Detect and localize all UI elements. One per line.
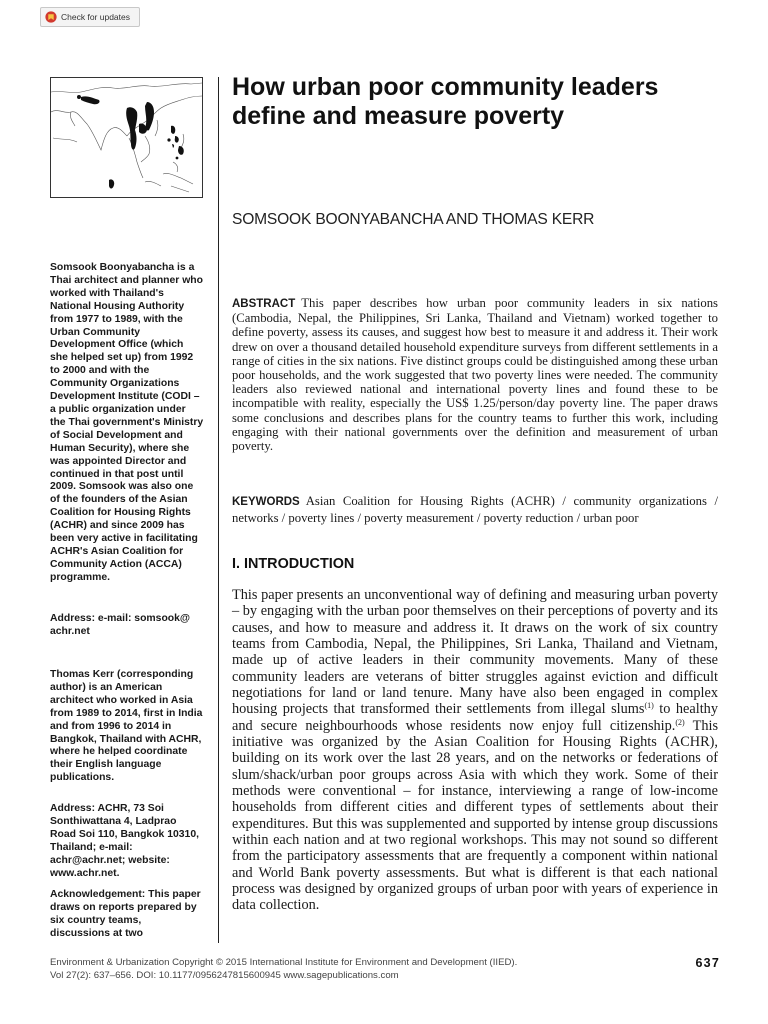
- acknowledgement: [50, 889, 204, 941]
- abstract-text: This paper describes how urban poor community leaders in six nations (Cambodia, Nepal, the Philippines, Sri Lanka, Thailand and Vietnam) worked together to define poverty, assess its causes, and suggest how best to measure it and address it. Their work drew on over a thousand detailed household expenditure surveys from different settlements in a range of cities in the six nations. Five distinct groups could be distinguished among these urban poor households, and the work suggested that two poverty lines were needed. The community leaders also reviewed national and international poverty lines and found these to be incompatible with reality, especially the US$ 1.25/person/day poverty line. The paper draws some conclusions and describes plans for the country teams to further this work, including engaging with their national governments over the definition and measurement of urban poverty.: [232, 296, 718, 454]
- intro-text-part1: This paper presents an unconventional way of defining and measuring urban poverty – by engaging with the urban poor themselves on their perceptions of poverty and its causes, and how to measure and address it. It draws on the work of six country teams from Cambodia, Nepal, the Philippines, Sri Lanka, Thailand and Vietnam, made up of active leaders in their community movements. Many of these community leaders are veterans of bitter struggles against eviction and difficult negotiations for land or land tenure. Many have also been engaged in complex housing projects that transformed their settlements from illegal slums: [232, 587, 718, 718]
- footnote-ref-1[interactable]: (1): [644, 701, 654, 711]
- crossmark-icon: [45, 11, 57, 23]
- intro-text-part2: to healthy and secure neighbourhoods whose residents now enjoy full citizenship.: [232, 701, 718, 734]
- introduction-paragraph: [232, 587, 718, 914]
- bio-text: Thomas Kerr (corresponding author) is an American architect who worked in Asia from 1989 to 2014, first in India and from 1996 to 2014 in Bangkok, Thailand with ACHR, where he helped coordinate their English language publications.: [50, 669, 203, 784]
- check-for-updates-button[interactable]: [40, 7, 140, 27]
- journal-citation: Vol 27(2): 637–656. DOI: 10.1177/0956247815600945 www.sagepublications.com: [50, 969, 399, 981]
- author-address-kerr: [50, 803, 204, 880]
- paper-authors: SOMSOOK BOONYABANCHA AND THOMAS KERR: [232, 211, 595, 228]
- address-text: Address: ACHR, 73 Soi Sonthiwattana 4, Ladprao Road Soi 110, Bangkok 10310, Thailand; e-mail: achr@achr.net; website: www.achr.net.: [50, 803, 199, 879]
- column-divider: [218, 77, 219, 943]
- footnote-ref-2[interactable]: (2): [675, 717, 685, 727]
- keywords-text: Asian Coalition for Housing Rights (ACHR) / community organizations / networks / poverty lines / poverty measurement / poverty reduction / urban poor: [232, 494, 718, 525]
- address-text: Address: e-mail: somsook@ achr.net: [50, 613, 191, 637]
- page-number: 637: [695, 956, 720, 970]
- intro-text-part3: This initiative was organized by the Asian Coalition for Housing Rights (ACHR), building on its work over the last 28 years, and on the networks or federations of slum/shack/urban poor groups across Asia with which they work. Some of their methods were conventional – for instance, interviewing a range of low-income households from different cities and different types of settlements about their expenditures. But this was supplemented and supported by intense group discussions within each nation and at two regional workshops. This may not sound so different from the participatory assessments that are frequently a component within national and World Bank poverty assessments. But what is different is that each national process was designed by organized groups of urban poor with years of experience in data collection.: [232, 717, 719, 914]
- keywords-label: KEYWORDS: [232, 496, 300, 508]
- check-for-updates-label: Check for updates: [61, 12, 130, 22]
- abstract: [232, 296, 718, 453]
- journal-copyright: Environment & Urbanization Copyright © 2015 International Institute for Environment and Development (IIED).: [50, 957, 518, 968]
- author-address-boonyabancha: [50, 613, 204, 639]
- bio-text: Somsook Boonyabancha is a Thai architect and planner who worked with Thailand's National Housing Authority from 1977 to 1989, with the Urban Community Development Office (which she helped set up) from 1992 to 2000 and with the Community Organizations Development Institute (CODI – a public organization under the Thai government's Ministry of Social Development and Human Security), where she was appointed Director and continued in that post until 2009. Somsook was also one of the founders of the Asian Coalition for Housing Rights (ACHR) and since 2009 has been very active in facilitating ACHR's Asian Coalition for Community Action (ACCA) programme.: [50, 262, 204, 583]
- author-bio-kerr: [50, 669, 204, 785]
- section-heading-introduction: I. INTRODUCTION: [232, 556, 355, 572]
- author-bio-boonyabancha: [50, 262, 204, 585]
- keywords: [232, 493, 718, 526]
- asia-region-map: [50, 77, 203, 198]
- abstract-label: ABSTRACT: [232, 298, 296, 310]
- paper-title: How urban poor community leaders define and measure poverty: [232, 73, 659, 130]
- page-footer: [50, 957, 720, 982]
- acknowledgement-text: Acknowledgement: This paper draws on reports prepared by six country teams, discussions at two: [50, 889, 201, 939]
